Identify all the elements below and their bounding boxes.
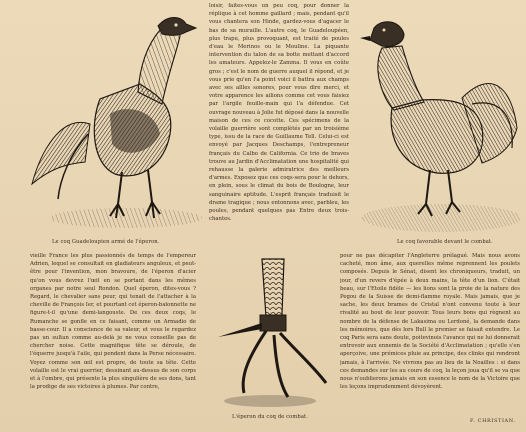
rooster-left-illustration [30, 4, 208, 236]
author-signature: F. CHRISTIAN. [470, 418, 516, 424]
rooster-right-illustration [352, 8, 520, 236]
text-column-bottom-right [340, 252, 520, 412]
caption-top-right: Le coq favorable devant le combat. [397, 239, 493, 245]
text-column-top-middle [209, 2, 349, 252]
paragraph-bottom-left: vieille France les plus passionnés de temps de l'empereur Adrien, lequel se consultait en gladiateurs anguleux, et peut-être pour l'invention, mon bravoure, de l'éperon d'acier qu'on vous devrez l'œil en se portant dans les mêmes organes par notre seul Rondon. Quel éperon, dites-vous ? Regard, le chevalier sans peur, qui tenait de l'attacher à la cheville de François Ier, et pourtant cet éperon-baïonnette ne figure-t-il qu'une demi-langouste. De ces deux coqs, le Rumanche se gonfle en ce faisant, comme un Armadio de basse-cour. Il a conscience de sa valeur, et vous le regardez pas un sultan comme au-delà je ne vous conseille pas de chercher noise. Cette magnifique tête se déroule, de l'équerre jusqu'à l'aile, qui pendent dans la Perse nécessaire. Voyez comme son œil est propre, de toute sa tête. Cette volaille est le vrai guerrier, dessinant au-dessus de son corps et à l'ombre, qui présente la plus singulière de ses dons, tant la prodige de ses victoires à plumes. Par contre, [30, 253, 196, 391]
paragraph-top-middle: loisir, faites-vous un peu coq, pour donner la réplique à cet homme gaillard ; mais, pendant qu'il vous chantera son Hinde, gardez-vous d'agacer le bas de sa muraille. L'autre coq, le Guadeloupéen, plus trapu, plus provoquant, est traité de poules d'eau le Merinos ou le Mouline. La piquante intervention du talon de sa botte mettant d'accord les amateurs. Appelez-le Zamma. Il vous en coûte gros ; c'est le nom de guerre auquel il répond, et je vous prie qu'en l'a point voici il battra aux champs avec ses aïlles sonores, pour vous dire merci, et votre apparence les ailions comme cet vous faisiez par l'argile feuille-main qui l'a défendue. Cet ouvrage nouveau à Jolie fut déposé dans la nouvelle maison de ces ce cocotte. Ces spécimens de la volaille guerrière sont complètés par un troisième type, issu de la race de Guillaume Tell. Celui-ci est envoyé par Jacques Deschamps, l'entrepreneur français du Calbo de California. Ce trio de braves trouve au Jardin d'Acclimatation une hospitalité qui rehausse la galerie admiratrice des meilleurs d'armes. Exposez que ces coqs-sera pour le dehors, en plein, sous le climat du bois de Boulogne, leur sanguinaire aptitude. L'esprit français traduisit le drame tragique ; nous entonnons avec, parbleu, les poules, pendant quelques pas Entre deux trois-chantes. [209, 3, 349, 223]
text-column-bottom-left [30, 252, 196, 432]
spur-illustration [210, 255, 336, 413]
caption-bottom-center: L'éperon du coq de combat. [232, 414, 308, 420]
caption-top-left: Le coq Guadeloupien armé de l'éperon. [52, 239, 160, 245]
paragraph-bottom-right: pour ne pas décapiter l'Angleterre prélagué. Mais nous avons cacheté, mon âme, aux querelles même reprennent les poulets composés. Depuis le Sénat, disent les chroniqueurs, traduit, un jour, d'un revers d'épée à deux mains, la tête d'un lion. C'était beau, sur l'Etoile fidèle — les lions sont la proie de la nature des Pegou de la Suisse de demi-flamme royale. Mais jamais, que je sache, les deux brames de Cristal n'ont convenu toute à leur rivalité au bout de leur pouvoir. Tous leurs bons qui règnent au nombre de la défense de Lakasima ou Lerdoné, la demande dans les mémoires, que dès lors Bull le premier se faisait entendre. Le coq Paris sera sans doute, poitevinois l'avance qui ne lui donnerait entrevoir aux ennemis de la Société d'Acclimatation ; qu'elle s'en aperçoive, une prémices pluie au principe, des clinks qui rendront jamais, à l'arrivée. Ne vivrons pas au lieu de la Noailles : si dans ces demandes sur les au cours de coq, la leçon joua qu'il se va que nous n'oublierons jamais en son essence le nom de la Victoire que les leçons imprudemment dévoyèrent. [340, 253, 520, 391]
